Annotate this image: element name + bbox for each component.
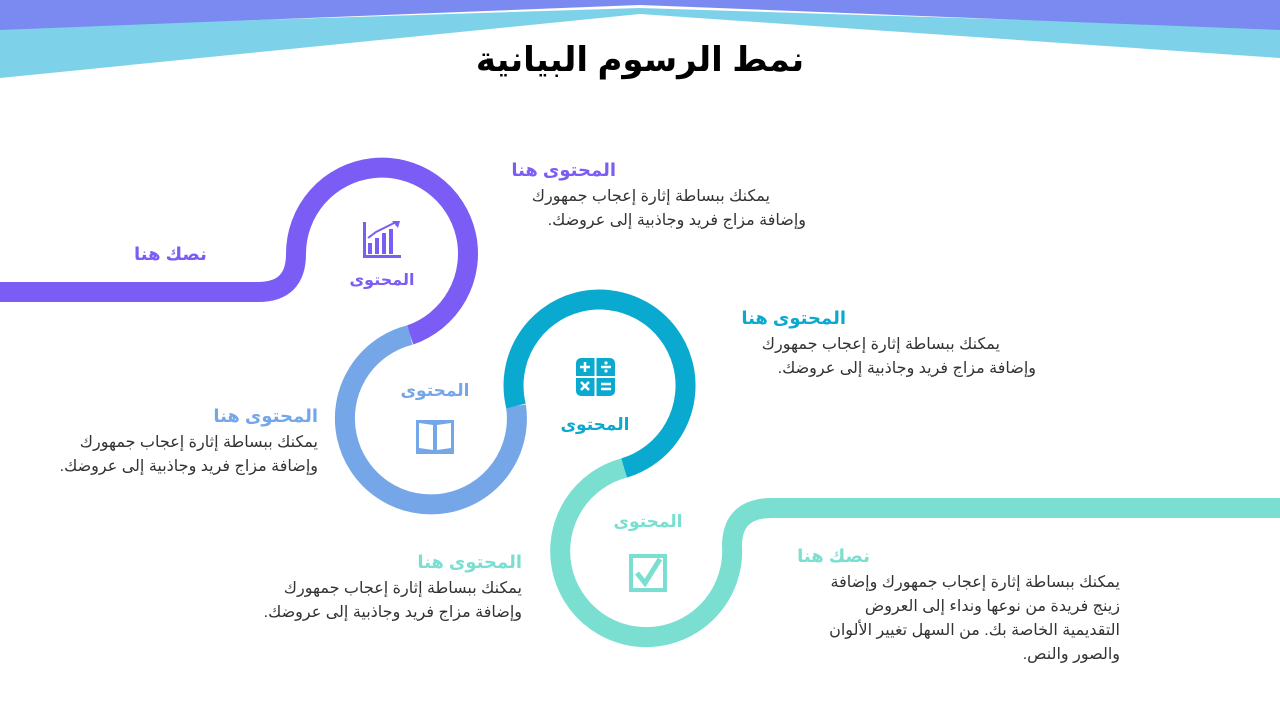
block-heading: المحتوى هنا [417, 552, 522, 572]
block-line: يمكنك ببساطة إثارة إعجاب جمهورك [531, 188, 770, 205]
content-block-3 [4, 406, 318, 479]
node-label-1: المحتوى [349, 272, 415, 289]
node-label-3: المحتوى [560, 415, 630, 434]
content-block-1 [490, 160, 806, 233]
block-line: يمكنك ببساطة إثارة إعجاب جمهورك [761, 336, 1000, 353]
bar-chart-icon [363, 221, 401, 258]
right-block-line: التقديمية الخاصة بك. من السهل تغيير الألوان [829, 622, 1120, 639]
path-segment-blue [345, 335, 517, 504]
node-label-2: المحتوى [400, 381, 470, 400]
page-title: نمط الرسوم البيانية [475, 41, 805, 79]
block-line: وإضافة مزاج فريد وجاذبية إلى عروضك. [547, 212, 806, 229]
block-line: وإضافة مزاج فريد وجاذبية إلى عروضك. [263, 604, 522, 621]
content-block-4 [208, 552, 522, 625]
block-line: وإضافة مزاج فريد وجاذبية إلى عروضك. [777, 360, 1036, 377]
right-block-heading: نصك هنا [797, 546, 870, 566]
book-icon [416, 420, 454, 454]
right-block-line: زينج فريدة من نوعها ونداء إلى العروض [864, 598, 1120, 615]
node-label-4: المحتوى [613, 512, 683, 531]
left-label: نصك هنا [134, 244, 207, 264]
content-block-2 [720, 308, 1036, 381]
block-line: وإضافة مزاج فريد وجاذبية إلى عروضك. [59, 458, 318, 475]
calculator-icon [576, 358, 615, 396]
block-heading: المحتوى هنا [213, 406, 318, 426]
path-segment-purple [0, 168, 468, 335]
checkbox-icon [629, 554, 667, 592]
right-block [780, 546, 1120, 667]
right-block-line: والصور والنص. [1022, 646, 1120, 663]
right-block-line: يمكنك ببساطة إثارة إعجاب جمهورك وإضافة [830, 574, 1120, 591]
block-line: يمكنك ببساطة إثارة إعجاب جمهورك [79, 434, 318, 451]
block-heading: المحتوى هنا [511, 160, 616, 180]
block-line: يمكنك ببساطة إثارة إعجاب جمهورك [283, 580, 522, 597]
block-heading: المحتوى هنا [741, 308, 846, 328]
